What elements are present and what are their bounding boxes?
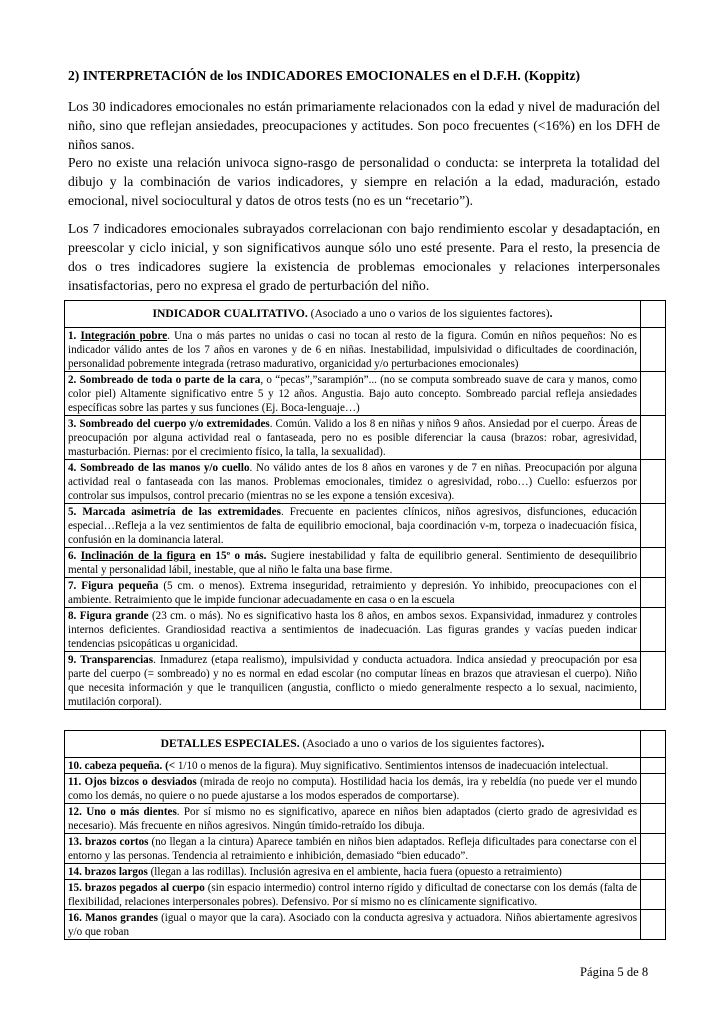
indicator-name: brazos cortos [84, 836, 149, 848]
check-box[interactable] [641, 548, 666, 578]
check-box[interactable] [641, 880, 666, 910]
indicator-row [65, 804, 666, 834]
indicator-text: (igual o mayor que la cara). Asociado con la conducta agresiva y actuadora. Niños abiertamente agresivos y/o que roban [68, 912, 638, 938]
indicator-name: Figura grande [79, 610, 149, 622]
indicator-number: 15. [68, 882, 85, 894]
check-box[interactable] [641, 758, 666, 774]
table-header-title: INDICADOR CUALITATIVO. [152, 307, 308, 320]
indicator-name: brazos pegados al cuerpo [84, 882, 205, 894]
indicator-row [65, 880, 666, 910]
indicator-number: 14. [68, 866, 85, 878]
indicator-row [65, 774, 666, 804]
intro-paragraph-1: Los 30 indicadores emocionales no están primariamente relacionados con la edad y nivel de maduración del niño, sino que reflejan ansiedades, preocupaciones y actitudes. Son poco frecuentes (<16%) en los DFH de niños sanos. [68, 99, 660, 152]
indicator-row [65, 328, 666, 372]
indicator-number: 9. [68, 654, 81, 666]
indicator-row [65, 864, 666, 880]
indicator-name: Sombreado del cuerpo y/o extremidades [79, 418, 270, 430]
indicator-name: Ojos bizcos o desviados [84, 776, 197, 788]
indicator-name: cabeza pequeña. [84, 760, 163, 772]
check-box[interactable] [641, 774, 666, 804]
indicator-row [65, 578, 666, 608]
indicator-number: 13. [68, 836, 85, 848]
indicators-table [64, 300, 666, 710]
indicator-text: (5 cm. o menos). Extrema inseguridad, retraimiento y depresión. Yo inhibido, preocupaciones con el ambiente. Retraimiento que le impide funcionar adecuadamente en casa o en la escuela [68, 580, 638, 606]
indicator-name: Figura pequeña [81, 580, 159, 592]
indicator-number: 16. [68, 912, 86, 924]
indicator-description [65, 328, 641, 372]
indicator-number: 12. [68, 806, 87, 818]
indicator-text: . Frecuente en pacientes clínicos, niños agresivos, disfunciones, educación especial…Refleja a la vez sentimientos de falta de equilibrio emocional, baja coordinación v-m, torpeza o inadecuación física, confusión en la dominancia lateral. [68, 506, 638, 546]
indicator-name: Manos grandes [85, 912, 158, 924]
special-details-table-header: DETALLES ESPECIALES. (Asociado a uno o varios de los siguientes factores). [65, 731, 666, 758]
indicator-name: Inclinación de la figura [80, 550, 196, 562]
indicator-text: 1/10 o menos de la figura). Muy significativo. Sentimientos intensos de inadecuación intelectual. [177, 760, 609, 772]
indicator-description [65, 608, 641, 652]
intro-paragraph-3: Los 7 indicadores emocionales subrayados correlacionan con bajo rendimiento escolar y desadaptación, en preescolar y ciclo inicial, y son significativos aunque sólo uno esté presente. Para el resto, la presencia de dos o tres indicadores sugiere la existencia de problemas emocionales y relaciones interpersonales insatisfactorias, pero no expresa el grado de perturbación del niño. [68, 221, 660, 293]
indicator-row [65, 652, 666, 710]
indicator-description [65, 758, 641, 774]
indicator-description [65, 864, 641, 880]
indicator-name: Integración pobre [80, 330, 168, 342]
indicator-description [65, 880, 641, 910]
indicator-text: (sin espacio intermedio) control interno rígido y dificultad de conectarse con los demás (falta de flexibilidad, relaciones interpersonales pobres). Defensivo. Por sí mismo no es clínicamente significativo. [68, 882, 638, 908]
table-header-note: (Asociado a uno o varios de los siguientes factores) [299, 737, 542, 750]
indicator-row [65, 834, 666, 864]
indicator-text: . Una o más partes no unidas o casi no tocan al resto de la figura. Común en niños pequeños: No es indicador válido antes de los 7 años en varones y de 6 en niñas. Inestabilidad, impulsividad o dificultades de coordinación, personalidad pobremente integrada (retraso madurativo, organicidad y/o perturbaciones emocionales) [68, 330, 638, 370]
indicator-text: . Común. Valido a los 8 en niñas y niños 9 años. Ansiedad por el cuerpo. Áreas de preocupación por alguna actividad real o fantaseada, pero no es posible diferenciar la causa (brazos: robar, agresividad, masturbación. Piernas: por el crecimiento físico, la talla, la sexualidad). [68, 418, 638, 458]
check-box[interactable] [641, 731, 666, 758]
indicator-number: 10. [68, 760, 85, 772]
indicator-number: 4. [68, 462, 81, 474]
indicator-description [65, 548, 641, 578]
indicator-description [65, 910, 641, 940]
check-box[interactable] [641, 301, 666, 328]
indicator-description [65, 652, 641, 710]
indicator-description [65, 416, 641, 460]
check-box[interactable] [641, 578, 666, 608]
indicator-number: 3. [68, 418, 80, 430]
indicator-number: 6. [68, 550, 81, 562]
indicator-name: Sombreado de toda o parte de la cara [79, 374, 261, 386]
indicator-row [65, 548, 666, 578]
indicator-description [65, 578, 641, 608]
indicator-text: (llegan a las rodillas). Inclusión agresiva en el ambiente, hacia fuera (opuesto a retraimiento) [147, 866, 562, 878]
page-number: Página 5 de 8 [580, 965, 649, 979]
check-box[interactable] [641, 328, 666, 372]
check-box[interactable] [641, 652, 666, 710]
indicator-number: 11. [68, 776, 85, 788]
indicator-qualifier: en 15º o más. [195, 550, 267, 562]
indicator-text: Sugiere inestabilidad y falta de equilibrio general. Sentimiento de desequilibrio mental y personalidad lábil, inestable, que al niño le falta una base firme. [68, 550, 637, 576]
indicator-qualifier: (< [162, 760, 178, 772]
indicator-description [65, 804, 641, 834]
indicator-description [65, 834, 641, 864]
indicator-text: . Inmadurez (etapa realismo), impulsividad y conducta actuadora. Indica ansiedad y preocupación por esa parte del cuerpo (= sombreado) y no es normal en edad escolar (no computar líneas en brazos que atraviesan el cuerpo). Niño que necesita información y que le tranquilicen (angustia, conflicto o miedo generalmente respecto a lo sexual, nacimiento, mutilación corporal). [68, 654, 637, 708]
check-box[interactable] [641, 372, 666, 416]
indicator-row [65, 504, 666, 548]
indicator-row [65, 758, 666, 774]
indicator-row [65, 372, 666, 416]
indicator-text: (no llegan a la cintura) Aparece también en niños bien adaptados. Refleja dificultades para conectarse con el entorno y las personas. Tendencia al retraimiento e inhibición, demasiado “bien educado”. [68, 836, 638, 862]
indicator-text: (mirada de reojo no computa). Hostilidad hacia los demás, ira y rebeldía (no puede ver el mundo como los demás, no quiere o no puede ajustarse a los modos esperados de comportarse). [68, 776, 638, 802]
indicator-name: Transparencias [80, 654, 154, 666]
check-box[interactable] [641, 864, 666, 880]
check-box[interactable] [641, 834, 666, 864]
indicator-name: Sombreado de las manos y/o cuello [80, 462, 250, 474]
indicator-description [65, 460, 641, 504]
indicator-text: , o “pecas”,”sarampión”... (no se computa sombreado suave de cara y manos, como color piel) Altamente significativo entre 5 y 12 años. Angustia. Bajo auto concepto. Sombreado parcial refleja ansiedades específicas sobre las partes y sus funciones (Ej. Boca-lenguaje…) [68, 374, 637, 414]
indicator-number: 7. [68, 580, 82, 592]
indicator-name: Marcada asimetría de las extremidades [82, 506, 281, 518]
indicator-row [65, 608, 666, 652]
indicator-text: . No válido antes de los 8 años en varones y de 7 en niñas. Preocupación por alguna actividad real o fantaseada con las manos. Problemas emocionales, timidez o agresividad, robo…) Cuello: esfuerzos por controlar sus impulsos, control precario (mientras no se les expone a tensión excesiva). [68, 462, 637, 502]
indicator-row [65, 460, 666, 504]
indicator-description [65, 372, 641, 416]
indicator-name: Uno o más dientes [86, 806, 177, 818]
indicator-text: (23 cm. o más). No es significativo hasta los 8 años, en ambos sexos. Expansividad, inmadurez y controles internos deficientes. Grandiosidad reactiva a sentimientos de inadecuación. Las figuras grandes y vacías pueden indicar tendencias psicopáticas u organicidad. [68, 610, 638, 650]
indicator-text: . Por sí mismo no es significativo, aparece en niños bien adaptados (cierto grado de agresividad es necesario). Más frecuente en niños agresivos. Ningún tímido-retraído los dibuja. [68, 806, 638, 832]
section-heading: 2) INTERPRETACIÓN de los INDICADORES EMOCIONALES en el D.F.H. (Koppitz) [68, 68, 581, 83]
indicator-row [65, 910, 666, 940]
indicator-description [65, 504, 641, 548]
indicator-name: brazos largos [84, 866, 148, 878]
table-header-title: DETALLES ESPECIALES. [160, 737, 300, 750]
check-box[interactable] [641, 504, 666, 548]
check-box[interactable] [641, 804, 666, 834]
table-header-note: (Asociado a uno o varios de los siguientes factores) [307, 307, 550, 320]
check-box[interactable] [641, 910, 666, 940]
indicator-description [65, 774, 641, 804]
indicator-number: 5. [68, 506, 83, 518]
check-box[interactable] [641, 460, 666, 504]
indicators-table-header: INDICADOR CUALITATIVO. (Asociado a uno o varios de los siguientes factores). [65, 301, 666, 328]
intro-paragraph-2: Pero no existe una relación univoca signo-rasgo de personalidad o conducta: se interpreta la totalidad del dibujo y la combinación de varios indicadores, y siempre en relación a la edad, maduración, estado emocional, nivel sociocultural y datos de otros tests (no es un “recetario”). [68, 155, 660, 208]
check-box[interactable] [641, 608, 666, 652]
indicator-number: 1. [68, 330, 81, 342]
indicator-number: 8. [68, 610, 80, 622]
indicator-number: 2. [68, 374, 80, 386]
check-box[interactable] [641, 416, 666, 460]
special-details-table [64, 730, 666, 940]
indicator-row [65, 416, 666, 460]
